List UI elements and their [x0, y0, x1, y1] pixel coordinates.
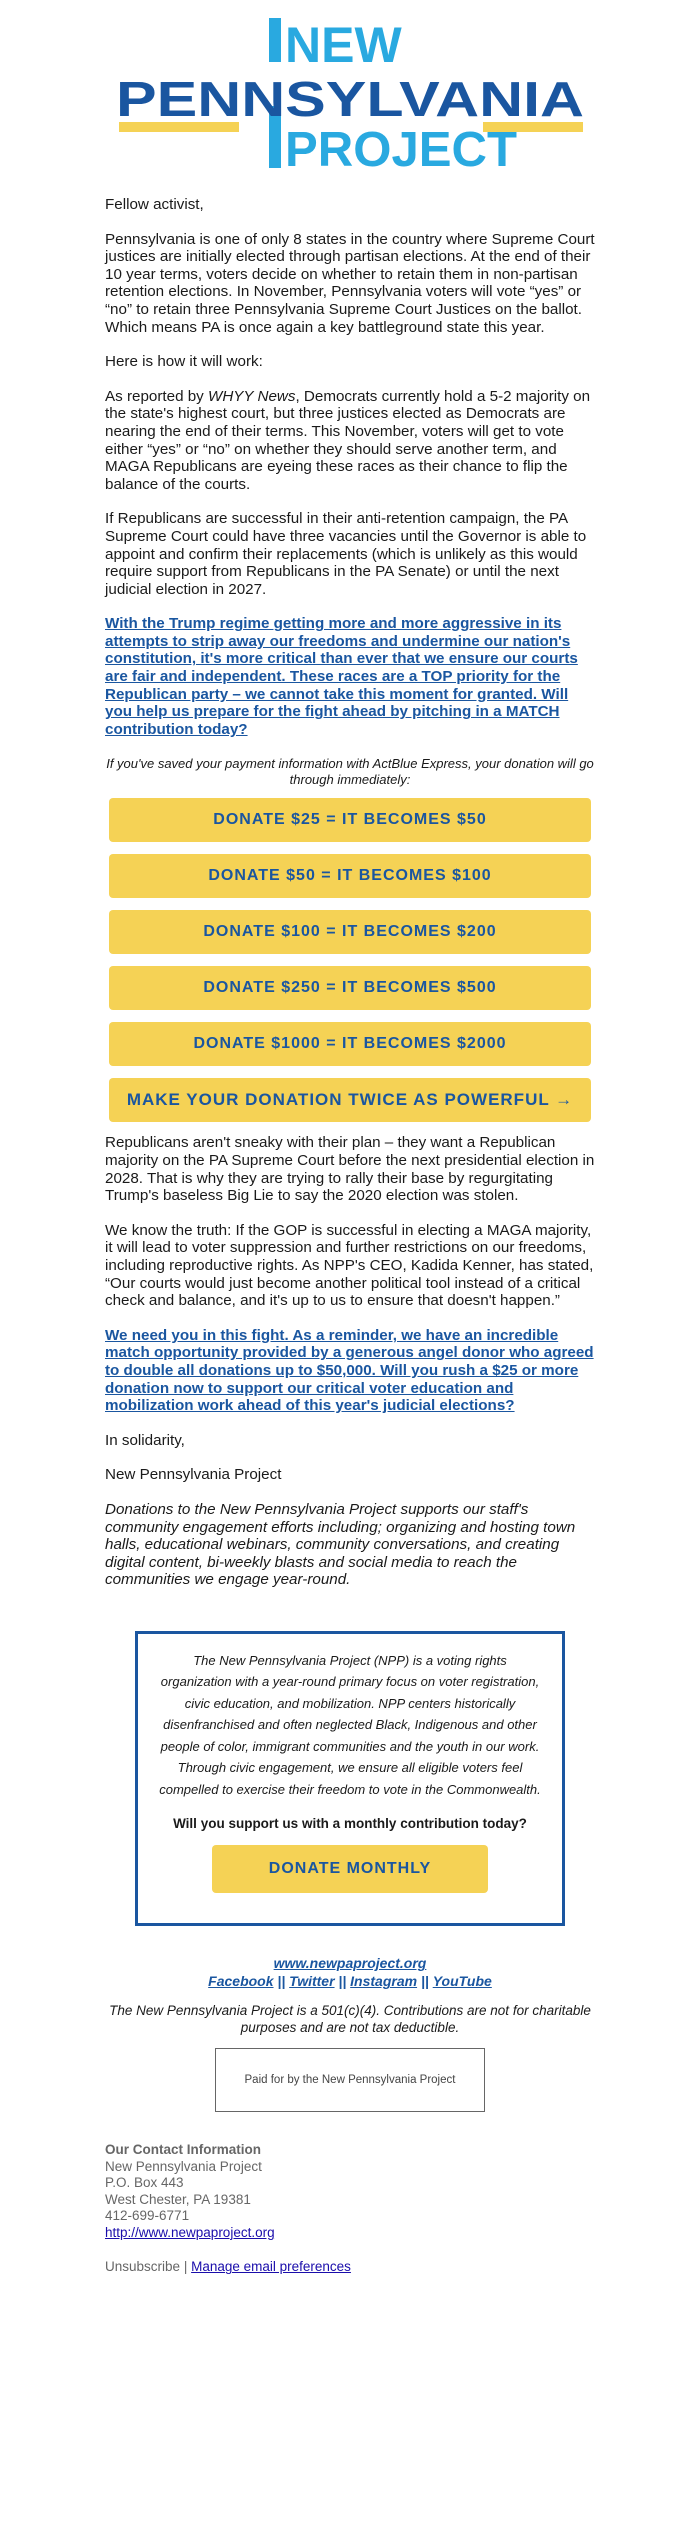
paragraph-gop-plan: Republicans aren't sneaky with their plan – they want a Republican majority on the PA Supreme Court before the next presidential election in 2028. That is why they are trying to rally their base by regurgitating Trump's baseless Big Lie to say the 2020 election was stolen.	[105, 1134, 595, 1205]
paid-for-box: Paid for by the New Pennsylvania Project	[215, 2048, 485, 2112]
npp-about-box	[135, 1631, 565, 1927]
website-link[interactable]: www.newpaproject.org	[273, 1955, 427, 1972]
cta-fight-link[interactable]: We need you in this fight. As a reminder, we have an incredible match opportunity provided by a generous angel donor who agreed to double all donations up to $50,000. Will you rush a $25 or more donation now to support our critical voter education and mobilization work ahead of this year's judicial elections?	[105, 1326, 594, 1415]
donate-twice-button[interactable]: MAKE YOUR DONATION TWICE AS POWERFUL →	[109, 1078, 591, 1122]
closing: In solidarity,	[105, 1431, 185, 1449]
paragraph-how-it-works: Here is how it will work:	[105, 353, 263, 371]
link-separator: ||	[277, 1973, 286, 1990]
npp-about-text: The New Pennsylvania Project (NPP) is a voting rights organization with a year-round primary focus on voter registration, civic education, and mobilization. NPP centers historically disenfranchised and often neglected Black, Indigenous and other people of color, immigrant communities and the youth in our work. Through civic engagement, we ensure all eligible voters feel compelled to exercise their freedom to vote in the Commonwealth.	[159, 1652, 541, 1797]
facebook-link[interactable]: Facebook	[208, 1973, 274, 1990]
donations-note: Donations to the New Pennsylvania Project supports our staff's community engagement efforts including; organizing and hosting town halls, educational webinars, community conversations, and creating digital content, bi-weekly blasts and social media to reach the communities we engage year-round.	[105, 1500, 576, 1589]
whyy-post: , Democrats currently hold a 5-2 majority on the state's highest court, but three justices elected as Democrats are nearing the end of their terms. This November, voters will get to vote either “yes” or “no” on whether they should serve another term, and MAGA Republicans are eyeing these races as their chance to flip the balance of the courts.	[105, 387, 591, 493]
npp-logo	[105, 14, 595, 174]
footer-separator: |	[183, 2259, 188, 2275]
youtube-link[interactable]: YouTube	[432, 1973, 492, 1990]
npp-logo-graphic	[105, 14, 595, 174]
donate-250-button[interactable]: DONATE $250 = IT BECOMES $500	[109, 966, 591, 1010]
whyy-pre: As reported by	[105, 387, 208, 405]
paragraph-vacancies: If Republicans are successful in their anti-retention campaign, the PA Supreme Court could have three vacancies until the Governor is able to appoint and confirm their replacements (which is unlikely as this would require support from Republicans in the PA Senate) or until the next judicial election in 2027.	[105, 510, 587, 598]
paragraph-whyy	[105, 388, 595, 494]
logo-word-pennsylvania: PENNSYLVANIA	[116, 73, 584, 127]
cta-match-link[interactable]: With the Trump regime getting more and more aggressive in its attempts to strip away our freedoms and undermine our nation's constitution, it's more critical than ever that we ensure our courts are fair and independent. These races are a TOP priority for the Republican party – we cannot take this moment for granted. Will you help us prepare for the fight ahead by pitching in a MATCH contribution today?	[105, 615, 578, 738]
email-body-continued	[105, 1134, 595, 1588]
donate-1000-button[interactable]: DONATE $1000 = IT BECOMES $2000	[109, 1022, 591, 1066]
logo-word-project: PROJECT	[285, 123, 518, 174]
email-footer	[105, 2259, 595, 2274]
email-body	[105, 196, 595, 738]
donate-monthly-button[interactable]: DONATE MONTHLY	[212, 1845, 488, 1893]
donate-50-button[interactable]: DONATE $50 = IT BECOMES $100	[109, 854, 591, 898]
link-separator: ||	[338, 1973, 347, 1990]
contact-phone: 412-699-6771	[105, 2208, 190, 2224]
logo-spine-top	[269, 18, 281, 62]
paragraph-intro: Pennsylvania is one of only 8 states in the country where Supreme Court justices are initially elected through partisan elections. At the end of their 10 year terms, voters decide on whether to retain them in non-partisan retention elections. In November, Pennsylvania voters will vote “yes” or “no” to retain three Pennsylvania Supreme Court Justices on the ballot. Which means PA is once again a key battleground state this year.	[105, 230, 595, 336]
donate-button-list	[105, 798, 595, 1122]
instagram-link[interactable]: Instagram	[350, 1973, 418, 1990]
donate-25-button[interactable]: DONATE $25 = IT BECOMES $50	[109, 798, 591, 842]
paragraph-truth: We know the truth: If the GOP is successful in electing a MAGA majority, it will lead to voter suppression and further restrictions on our freedoms, including reproductive rights. As NPP's CEO, Kadida Kenner, has stated, “Our courts would just become another political tool instead of a critical check and balance, and it's up to us to ensure that doesn't happen.”	[105, 1221, 594, 1310]
actblue-note: If you've saved your payment information with ActBlue Express, your donation will go through immediately:	[106, 756, 594, 788]
twitter-link[interactable]: Twitter	[289, 1973, 335, 1990]
contact-heading: Our Contact Information	[105, 2142, 261, 2158]
signature: New Pennsylvania Project	[105, 1466, 282, 1484]
cta-link-match[interactable]	[105, 615, 595, 738]
donate-100-button[interactable]: DONATE $100 = IT BECOMES $200	[109, 910, 591, 954]
contact-po-box: P.O. Box 443	[105, 2175, 184, 2191]
tax-disclaimer: The New Pennsylvania Project is a 501(c)(4). Contributions are not for charitable purposes and are not tax deductible.	[109, 2003, 591, 2036]
contact-url-link[interactable]: http://www.newpaproject.org	[105, 2224, 275, 2240]
social-links	[105, 1954, 595, 1990]
cta-link-fight[interactable]	[105, 1327, 595, 1415]
logo-word-new: NEW	[285, 17, 402, 73]
manage-preferences-link[interactable]: Manage email preferences	[191, 2259, 351, 2275]
greeting: Fellow activist,	[105, 196, 204, 213]
unsubscribe-text[interactable]: Unsubscribe	[105, 2259, 181, 2275]
contact-info	[105, 2142, 595, 2241]
whyy-source: WHYY News	[208, 387, 296, 405]
monthly-ask: Will you support us with a monthly contribution today?	[173, 1816, 527, 1832]
contact-name: New Pennsylvania Project	[105, 2158, 262, 2174]
link-separator: ||	[420, 1973, 429, 1990]
contact-city: West Chester, PA 19381	[105, 2191, 251, 2207]
